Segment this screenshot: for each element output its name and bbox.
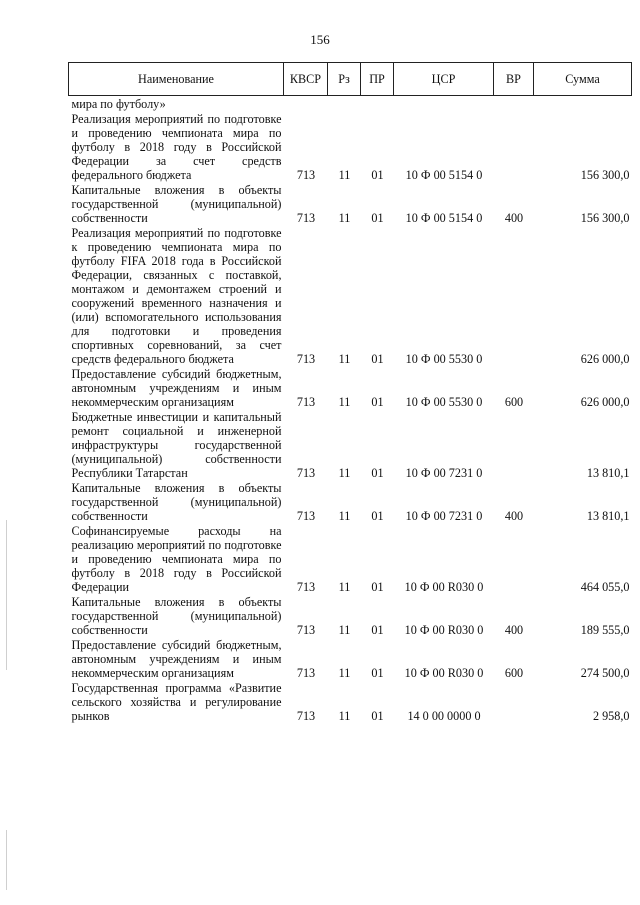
cell-rz: 11 — [338, 395, 351, 409]
cell-csr: 10 Ф 00 R030 0 — [404, 666, 484, 680]
cell-rz: 11 — [338, 509, 351, 523]
cell-kvsr: 713 — [296, 168, 316, 182]
cell-csr: 10 Ф 00 R030 0 — [404, 580, 484, 594]
cell-kvsr: 713 — [296, 666, 316, 680]
cell-csr: 10 Ф 00 R030 0 — [404, 623, 484, 637]
header-rz: Рз — [328, 63, 361, 96]
cell-csr: 10 Ф 00 7231 0 — [405, 466, 483, 480]
cell-vr — [494, 96, 534, 113]
cell-vr — [494, 681, 534, 724]
header-vr: ВР — [494, 63, 534, 96]
cell-rz: 11 — [338, 709, 351, 723]
cell-pr: 01 — [371, 666, 384, 680]
cell-name: Реализация мероприятий по подготовке к проведению чемпионата мира по футболу FIFA 2018 года в Российской Федерации, связанных с поставкой, монтажом и демонтажем строений и сооружений временного назначения и (или) вспомогательного использования для подготовки и проведения спортивных соревнований, за счет средств федерального бюджета — [71, 226, 282, 366]
cell-pr: 01 — [371, 709, 384, 723]
cell-sum: 156 300,0 — [580, 168, 630, 182]
margin-line — [6, 830, 7, 890]
cell-pr: 01 — [371, 580, 384, 594]
cell-kvsr — [284, 96, 328, 113]
cell-vr: 400 — [504, 509, 524, 523]
cell-pr: 01 — [371, 623, 384, 637]
cell-name: мира по футболу» — [71, 97, 166, 111]
cell-vr — [494, 112, 534, 183]
table-row — [69, 595, 632, 638]
table-row — [69, 638, 632, 681]
cell-sum: 156 300,0 — [580, 211, 630, 225]
cell-name: Предоставление субсидий бюджетным, автономным учреждениям и иным некоммерческим организациям — [71, 367, 282, 409]
cell-rz: 11 — [338, 580, 351, 594]
cell-csr: 10 Ф 00 5154 0 — [405, 211, 483, 225]
cell-sum: 274 500,0 — [580, 666, 630, 680]
cell-csr: 10 Ф 00 5530 0 — [405, 395, 483, 409]
header-csr: ЦСР — [394, 63, 494, 96]
cell-name: Капитальные вложения в объекты государственной (муниципальной) собственности — [71, 481, 282, 523]
cell-sum — [534, 96, 632, 113]
cell-rz — [328, 96, 361, 113]
cell-vr — [494, 410, 534, 481]
cell-name: Государственная программа «Развитие сельского хозяйства и регулирование рынков — [71, 681, 282, 723]
cell-kvsr: 713 — [296, 509, 316, 523]
table-row — [69, 481, 632, 524]
cell-vr: 400 — [504, 211, 524, 225]
header-sum: Сумма — [534, 63, 632, 96]
cell-pr: 01 — [371, 466, 384, 480]
cell-name: Капитальные вложения в объекты государственной (муниципальной) собственности — [71, 595, 282, 637]
cell-sum: 626 000,0 — [580, 352, 630, 366]
table-row — [69, 96, 632, 113]
cell-rz: 11 — [338, 211, 351, 225]
cell-csr: 14 0 00 0000 0 — [407, 709, 481, 723]
cell-pr: 01 — [371, 352, 384, 366]
cell-name: Предоставление субсидий бюджетным, автономным учреждениям и иным некоммерческим организациям — [71, 638, 282, 680]
cell-name: Бюджетные инвестиции и капитальный ремонт социальной и инженерной инфраструктуры государственной (муниципальной) собственности Республики Татарстан — [71, 410, 282, 480]
cell-rz: 11 — [338, 466, 351, 480]
cell-kvsr: 713 — [296, 580, 316, 594]
cell-rz: 11 — [338, 623, 351, 637]
cell-sum: 13 810,1 — [586, 466, 630, 480]
cell-pr — [361, 96, 394, 113]
cell-vr — [494, 226, 534, 367]
cell-csr: 10 Ф 00 5530 0 — [405, 352, 483, 366]
cell-name: Реализация мероприятий по подготовке и проведению чемпионата мира по футболу в 2018 году в Российской Федерации за счет средств федерального бюджета — [71, 112, 282, 182]
table-row — [69, 681, 632, 724]
cell-vr — [494, 524, 534, 595]
cell-pr: 01 — [371, 211, 384, 225]
cell-rz: 11 — [338, 168, 351, 182]
cell-rz: 11 — [338, 666, 351, 680]
cell-sum: 626 000,0 — [580, 395, 630, 409]
cell-kvsr: 713 — [296, 395, 316, 409]
cell-kvsr: 713 — [296, 623, 316, 637]
table-header-row — [69, 63, 632, 96]
page-number: 156 — [310, 32, 330, 47]
header-pr: ПР — [361, 63, 394, 96]
cell-pr: 01 — [371, 168, 384, 182]
cell-kvsr: 713 — [296, 352, 316, 366]
cell-name: Софинансируемые расходы на реализацию мероприятий по подготовке и проведению чемпионата мира по футболу в 2018 году в Российской Федерации — [71, 524, 282, 594]
table-row — [69, 226, 632, 367]
header-name: Наименование — [69, 63, 284, 96]
cell-csr — [394, 96, 494, 113]
margin-line — [6, 520, 7, 670]
cell-pr: 01 — [371, 509, 384, 523]
cell-sum: 13 810,1 — [586, 509, 630, 523]
table-row — [69, 410, 632, 481]
table-row — [69, 112, 632, 183]
table-row — [69, 183, 632, 226]
cell-csr: 10 Ф 00 5154 0 — [405, 168, 483, 182]
table-row — [69, 524, 632, 595]
budget-table — [68, 62, 632, 724]
cell-sum: 464 055,0 — [580, 580, 630, 594]
table-row — [69, 367, 632, 410]
cell-rz: 11 — [338, 352, 351, 366]
cell-kvsr: 713 — [296, 211, 316, 225]
cell-csr: 10 Ф 00 7231 0 — [405, 509, 483, 523]
cell-vr: 600 — [504, 395, 524, 409]
cell-kvsr: 713 — [296, 709, 316, 723]
cell-pr: 01 — [371, 395, 384, 409]
header-kvsr: КВСР — [284, 63, 328, 96]
cell-sum: 2 958,0 — [592, 709, 630, 723]
cell-name: Капитальные вложения в объекты государственной (муниципальной) собственности — [71, 183, 282, 225]
cell-vr: 400 — [504, 623, 524, 637]
cell-kvsr: 713 — [296, 466, 316, 480]
cell-sum: 189 555,0 — [580, 623, 630, 637]
cell-vr: 600 — [504, 666, 524, 680]
